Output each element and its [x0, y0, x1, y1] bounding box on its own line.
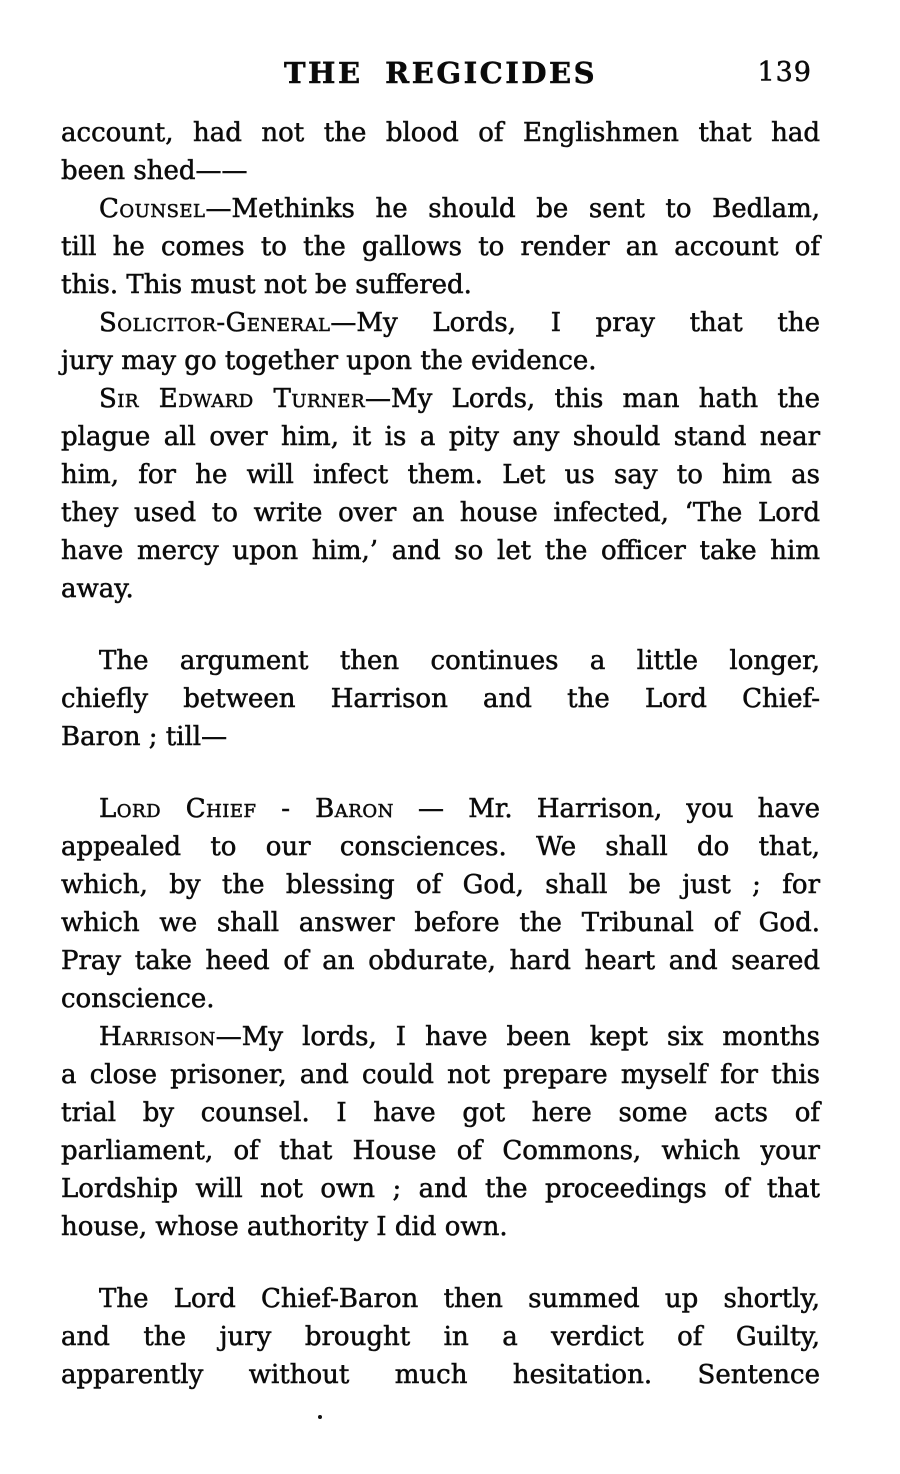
text-line: jury may go together upon the evidence. — [61, 346, 597, 376]
text-line: Lordship will not own ; and the proceedings of that — [61, 1174, 820, 1204]
paragraph — [61, 790, 820, 1018]
text-line: conscience. — [61, 984, 215, 1014]
text-line: The Lord Chief-Baron then summed up shortly, — [99, 1284, 820, 1314]
text-line: trial by counsel. I have got here some acts of — [61, 1098, 820, 1128]
page-header — [61, 56, 820, 96]
text-line: Sir Edward Turner—My Lords, this man hath the — [99, 384, 820, 414]
speaker-name: Lord Chief - Baron — [99, 794, 394, 824]
text-line: which, by the blessing of God, shall be just ; for — [61, 870, 820, 900]
text-line: parliament, of that House of Commons, which your — [61, 1136, 820, 1166]
text-line: till he comes to the gallows to render an account of — [61, 232, 820, 262]
text-line: Solicitor-General—My Lords, I pray that the — [99, 308, 820, 338]
text-line: plague all over him, it is a pity any should stand near — [61, 422, 820, 452]
text-line: Lord Chief - Baron — Mr. Harrison, you have — [99, 794, 820, 824]
text-line: have mercy upon him,’ and so let the officer take him — [61, 536, 820, 566]
text-line: Pray take heed of an obdurate, hard heart and seared — [61, 946, 820, 976]
text-line: Counsel—Methinks he should be sent to Bedlam, — [99, 194, 820, 224]
page-title: THE REGICIDES — [283, 56, 598, 90]
paragraph — [61, 1280, 820, 1394]
paragraph — [61, 642, 820, 756]
speaker-name: Sir Edward Turner — [99, 384, 366, 414]
text-line: away. — [61, 574, 134, 604]
speaker-name: Solicitor-General — [99, 308, 331, 338]
text-line: been shed—— — [61, 156, 248, 186]
text-line: and the jury brought in a verdict of Guilty, — [61, 1322, 820, 1352]
text-line: The argument then continues a little longer, — [99, 646, 820, 676]
paragraph — [61, 190, 820, 304]
text-line: apparently without much hesitation. Sentence — [61, 1360, 820, 1390]
text-line: Harrison—My lords, I have been kept six months — [99, 1022, 820, 1052]
text-line: house, whose authority I did own. — [61, 1212, 508, 1242]
paragraph — [61, 1018, 820, 1246]
text-line: appealed to our consciences. We shall do that, — [61, 832, 820, 862]
page-number: 139 — [757, 57, 812, 88]
text-line: chiefly between Harrison and the Lord Chief- — [61, 684, 820, 714]
paragraph — [61, 114, 820, 190]
text-column — [61, 114, 820, 1394]
text-line: him, for he will infect them. Let us say to him as — [61, 460, 820, 490]
text-line: a close prisoner, and could not prepare myself for this — [61, 1060, 820, 1090]
text-line: Baron ; till— — [61, 722, 228, 752]
paragraph — [61, 304, 820, 380]
text-line: they used to write over an house infected, ‘The Lord — [61, 498, 820, 528]
ink-dot-artifact — [318, 1415, 322, 1419]
text-line: which we shall answer before the Tribunal of God. — [61, 908, 820, 938]
paragraph — [61, 380, 820, 608]
speaker-name: Counsel — [99, 194, 206, 224]
text-line: account, had not the blood of Englishmen that had — [61, 118, 820, 148]
text-line: this. This must not be suffered. — [61, 270, 472, 300]
speaker-name: Harrison — [99, 1022, 216, 1052]
